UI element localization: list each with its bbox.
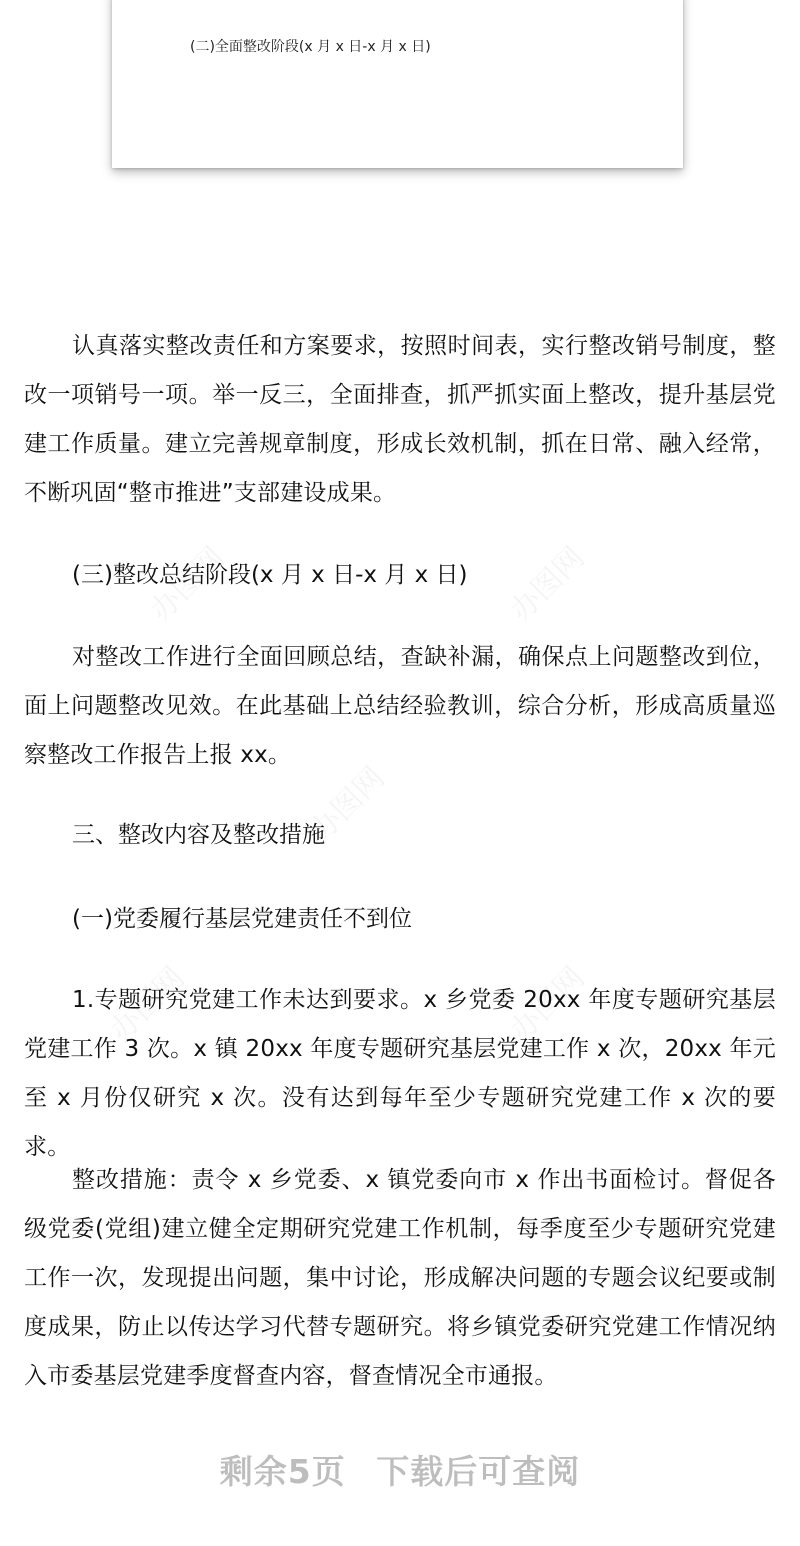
- paragraph-study-requirement: 1.专题研究党建工作未达到要求。x 乡党委 20xx 年度专题研究基层党建工作 3 次。x 镇 20xx 年度专题研究基层党建工作 x 次，20xx 年元至 x 月份仅研究 x 次。没有达到每年至少专题研究党建工作 x 次的要求。: [24, 987, 776, 1160]
- paragraph-summary-review: 对整改工作进行全面回顾总结，查缺补漏，确保点上问题整改到位，面上问题整改见效。在此基础上总结经验教训，综合分析，形成高质量巡察整改工作报告上报 xx。: [24, 644, 776, 768]
- preview-page-card: [112, 0, 683, 168]
- heading-summary-stage: (三)整改总结阶段(x 月 x 日-x 月 x 日): [72, 562, 468, 588]
- remaining-pages-notice[interactable]: 剩余5页 下载后可查阅: [219, 1452, 581, 1491]
- paragraph-rectification-requirements: 认真落实整改责任和方案要求，按照时间表，实行整改销号制度，整改一项销号一项。举一反三，全面排查，抓严抓实面上整改，提升基层党建工作质量。建立完善规章制度，形成长效机制，抓在日常、融入经常，不断巩固“整市推进”支部建设成果。: [24, 333, 776, 506]
- heading-section-three: 三、整改内容及整改措施: [72, 822, 325, 848]
- watermark: [498, 535, 593, 630]
- preview-heading: (二)全面整改阶段(x 月 x 日-x 月 x 日): [190, 39, 431, 55]
- paragraph-rectification-measures: 整改措施：责令 x 乡党委、x 镇党委向市 x 作出书面检讨。督促各级党委(党组)建立健全定期研究党建工作机制，每季度至少专题研究党建工作一次，发现提出问题，集中讨论，形成解决问题的专题会议纪要或制度成果，防止以传达学习代替专题研究。将乡镇党委研究党建工作情况纳入市委基层党建季度督查内容，督查情况全市通报。: [24, 1167, 776, 1389]
- heading-item-one: (一)党委履行基层党建责任不到位: [72, 906, 412, 932]
